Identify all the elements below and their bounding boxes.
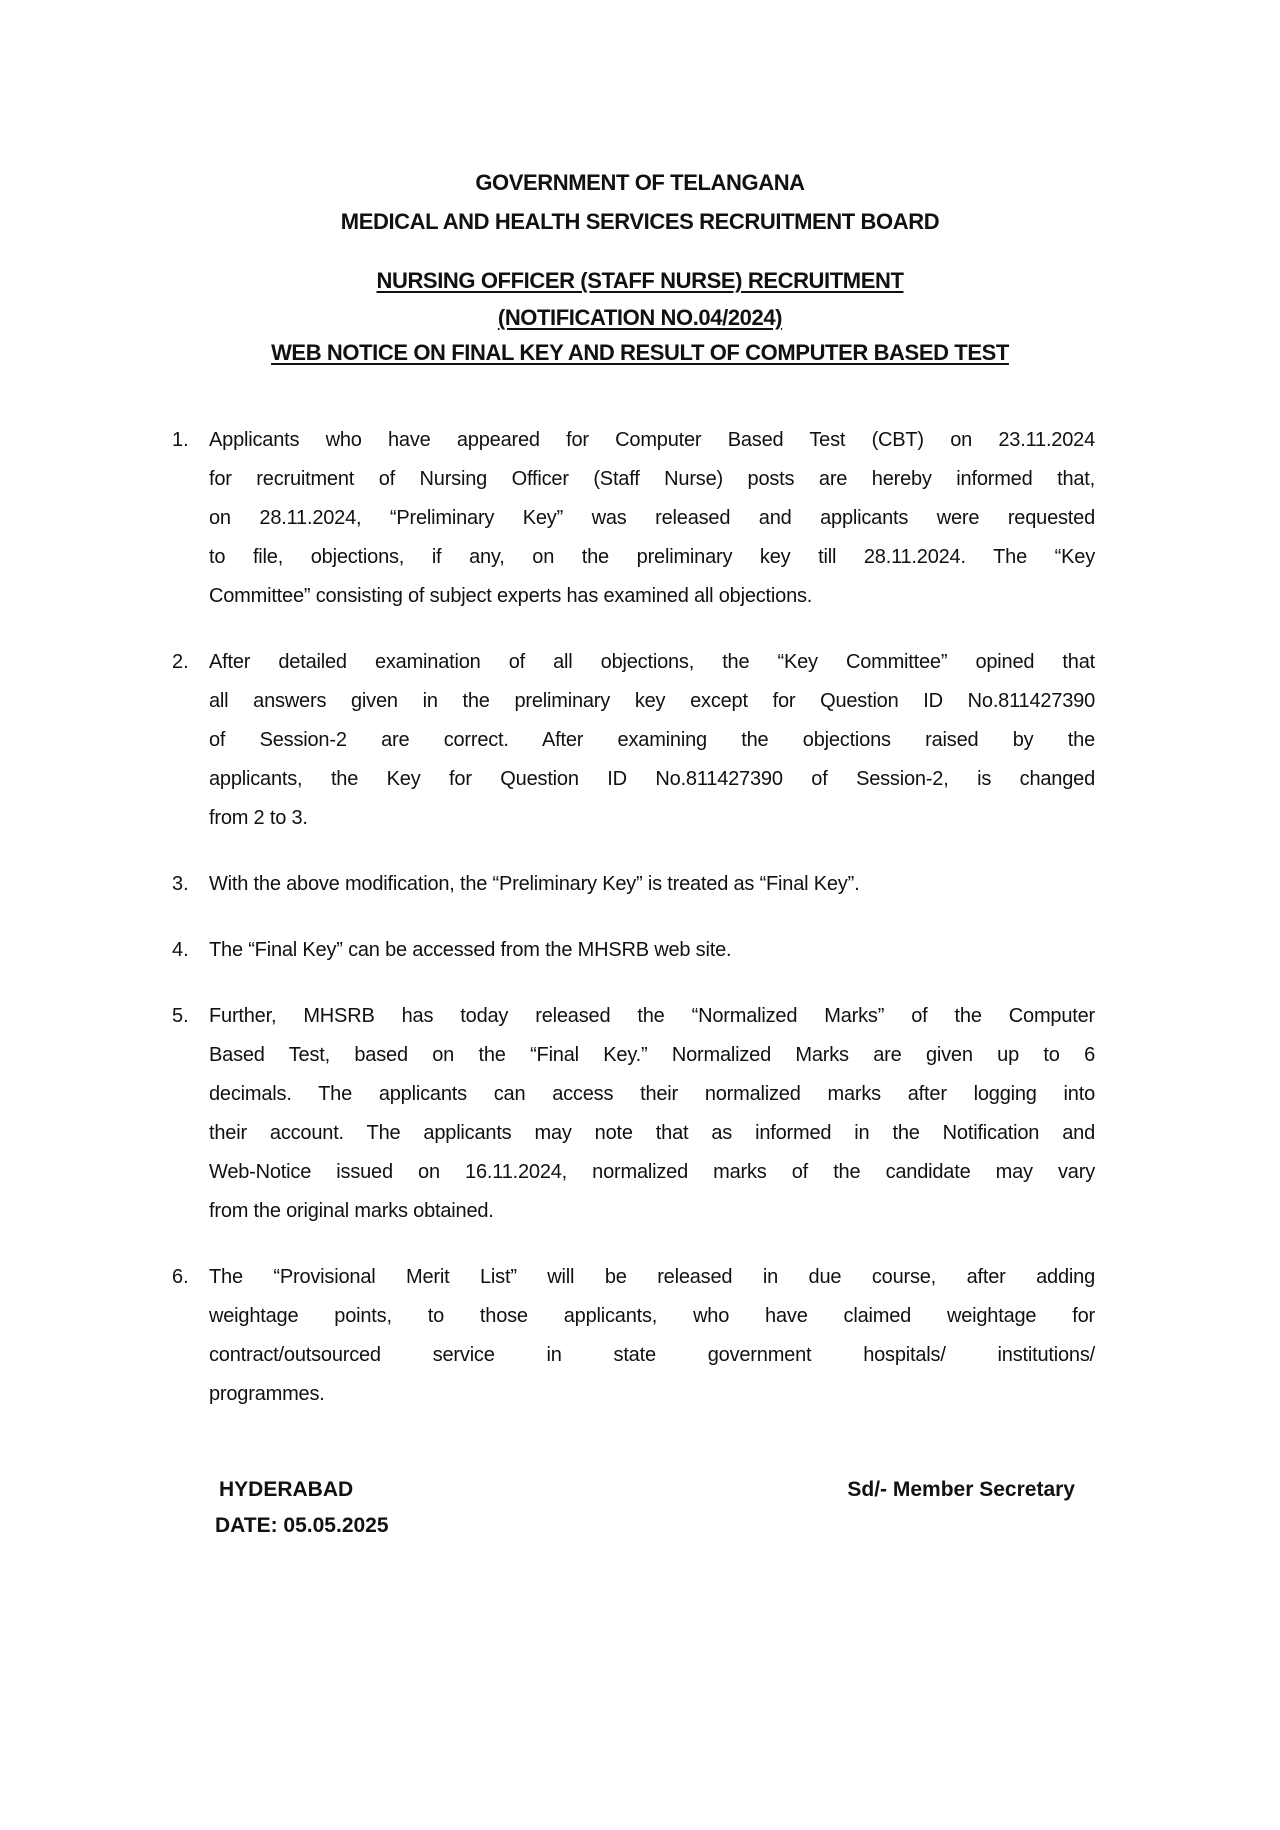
text-line: from 2 to 3.: [209, 807, 308, 829]
text-line: programmes.: [209, 1383, 325, 1405]
text-line: Committee” consisting of subject experts has examined all objections.: [209, 585, 813, 607]
notice-subject: WEB NOTICE ON FINAL KEY AND RESULT OF COMPUTER BASED TEST: [271, 340, 1009, 365]
text-line: of Session-2 are correct. After examining the objections raised by the: [209, 729, 1095, 751]
text-line: Applicants who have appeared for Computer Based Test (CBT) on 23.11.2024: [209, 429, 1095, 451]
text-line: Web-Notice issued on 16.11.2024, normalized marks of the candidate may vary: [209, 1161, 1095, 1183]
text-line: After detailed examination of all objections, the “Key Committee” opined that: [209, 651, 1095, 673]
text-line: Further, MHSRB has today released the “Normalized Marks” of the Computer: [209, 1005, 1095, 1027]
place-label: HYDERABAD: [219, 1478, 354, 1501]
item-number: 6.: [172, 1266, 189, 1288]
item-number: 2.: [172, 651, 189, 673]
item-text: [209, 997, 1095, 1231]
notification-number: (NOTIFICATION NO.04/2024): [497, 305, 783, 330]
text-line: all answers given in the preliminary key except for Question ID No.811427390: [209, 690, 1095, 712]
government-title: GOVERNMENT OF TELANGANA: [475, 170, 805, 195]
item-text: [209, 643, 1095, 838]
recruitment-title: NURSING OFFICER (STAFF NURSE) RECRUITMENT: [376, 268, 904, 293]
text-line: weightage points, to those applicants, who have claimed weightage for: [209, 1305, 1095, 1327]
text-line: decimals. The applicants can access their normalized marks after logging into: [209, 1083, 1095, 1105]
text-line: Based Test, based on the “Final Key.” Normalized Marks are given up to 6: [209, 1044, 1095, 1066]
item-number: 1.: [172, 429, 189, 451]
item-number: 5.: [172, 1005, 189, 1027]
date-label: DATE: 05.05.2025: [215, 1514, 389, 1537]
item-text: [209, 1258, 1095, 1414]
signatory-label: Sd/- Member Secretary: [847, 1478, 1075, 1501]
text-line: With the above modification, the “Preliminary Key” is treated as “Final Key”.: [209, 873, 860, 895]
text-line: for recruitment of Nursing Officer (Staff Nurse) posts are hereby informed that,: [209, 468, 1095, 490]
text-line: to file, objections, if any, on the preliminary key till 28.11.2024. The “Key: [209, 546, 1095, 568]
text-line: their account. The applicants may note that as informed in the Notification and: [209, 1122, 1095, 1144]
text-line: on 28.11.2024, “Preliminary Key” was released and applicants were requested: [209, 507, 1095, 529]
item-text: [209, 931, 1095, 970]
text-line: applicants, the Key for Question ID No.811427390 of Session-2, is changed: [209, 768, 1095, 790]
item-number: 3.: [172, 873, 189, 895]
board-title: MEDICAL AND HEALTH SERVICES RECRUITMENT BOARD: [340, 209, 940, 234]
text-line: The “Provisional Merit List” will be released in due course, after adding: [209, 1266, 1095, 1288]
item-text: [209, 865, 1095, 904]
item-number: 4.: [172, 939, 189, 961]
item-text: [209, 421, 1095, 616]
text-line: The “Final Key” can be accessed from the MHSRB web site.: [209, 939, 732, 961]
text-line: from the original marks obtained.: [209, 1200, 494, 1222]
text-line: contract/outsourced service in state government hospitals/ institutions/: [209, 1344, 1095, 1366]
